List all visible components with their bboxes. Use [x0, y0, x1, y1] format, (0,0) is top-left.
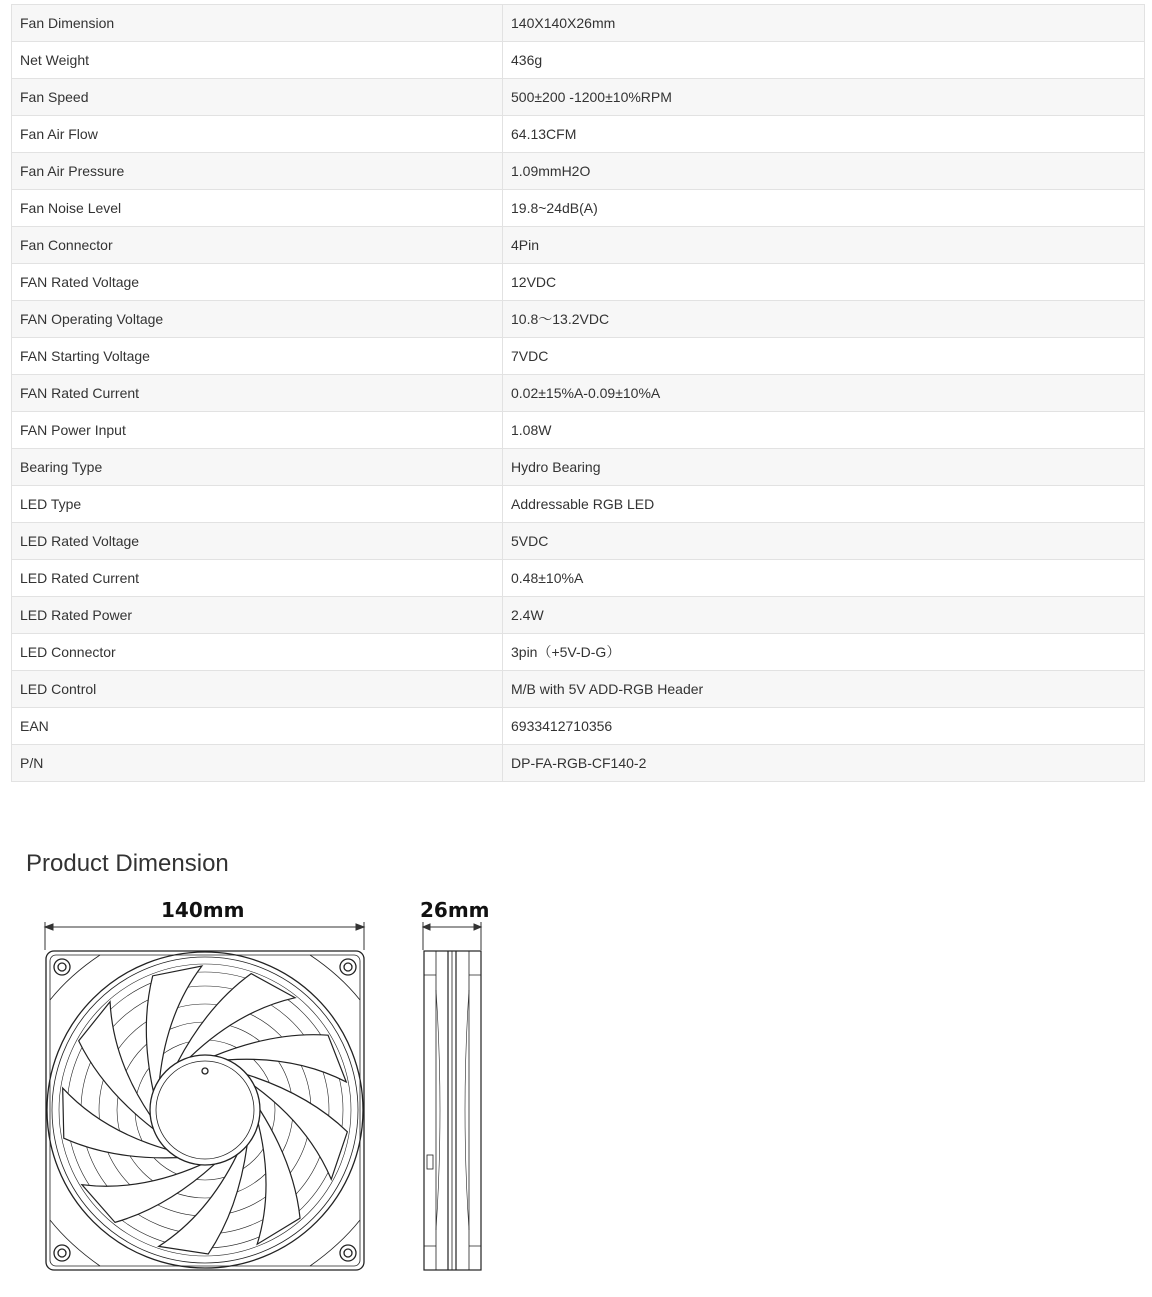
- spec-label: Fan Connector: [12, 227, 503, 264]
- spec-row: [12, 79, 1145, 116]
- spec-value: Addressable RGB LED: [503, 486, 1145, 523]
- spec-label: Fan Air Pressure: [12, 153, 503, 190]
- spec-value: 12VDC: [503, 264, 1145, 301]
- spec-row: [12, 190, 1145, 227]
- spec-value: 2.4W: [503, 597, 1145, 634]
- spec-row: [12, 42, 1145, 79]
- spec-value: 0.02±15%A-0.09±10%A: [503, 375, 1145, 412]
- spec-row: [12, 264, 1145, 301]
- spec-value: 436g: [503, 42, 1145, 79]
- spec-label: LED Type: [12, 486, 503, 523]
- spec-row: [12, 227, 1145, 264]
- spec-row: [12, 634, 1145, 671]
- spec-value: 64.13CFM: [503, 116, 1145, 153]
- spec-row: [12, 560, 1145, 597]
- spec-label: FAN Starting Voltage: [12, 338, 503, 375]
- spec-row: [12, 301, 1145, 338]
- spec-value: 10.8～13.2VDC: [503, 301, 1145, 338]
- spec-value: 0.48±10%A: [503, 560, 1145, 597]
- spec-label: Net Weight: [12, 42, 503, 79]
- section-title: Product Dimension: [26, 850, 229, 877]
- spec-value: 1.09mmH2O: [503, 153, 1145, 190]
- spec-row: [12, 486, 1145, 523]
- fan-side-view: [424, 951, 481, 1270]
- spec-value: 500±200 -1200±10%RPM: [503, 79, 1145, 116]
- spec-row: [12, 745, 1145, 782]
- spec-row: [12, 412, 1145, 449]
- spec-value: M/B with 5V ADD-RGB Header: [503, 671, 1145, 708]
- spec-value: 19.8~24dB(A): [503, 190, 1145, 227]
- spec-label: LED Connector: [12, 634, 503, 671]
- fan-dimension-drawing: [0, 900, 520, 1285]
- spec-row: [12, 375, 1145, 412]
- spec-label: P/N: [12, 745, 503, 782]
- spec-row: [12, 116, 1145, 153]
- spec-table: [11, 4, 1145, 782]
- spec-label: FAN Rated Current: [12, 375, 503, 412]
- spec-value: Hydro Bearing: [503, 449, 1145, 486]
- width-dimension-label: 140mm: [161, 898, 245, 922]
- spec-row: [12, 153, 1145, 190]
- mounting-hole-icon: [340, 1245, 356, 1261]
- spec-value: 3pin（+5V-D-G）: [503, 634, 1145, 671]
- mounting-hole-icon: [54, 1245, 70, 1261]
- spec-label: LED Rated Power: [12, 597, 503, 634]
- spec-label: Fan Air Flow: [12, 116, 503, 153]
- spec-label: FAN Operating Voltage: [12, 301, 503, 338]
- fan-blade: [79, 1002, 154, 1129]
- spec-value: 7VDC: [503, 338, 1145, 375]
- spec-label: Fan Dimension: [12, 5, 503, 42]
- mounting-hole-icon: [54, 959, 70, 975]
- spec-label: FAN Rated Voltage: [12, 264, 503, 301]
- spec-label: Fan Noise Level: [12, 190, 503, 227]
- spec-value: DP-FA-RGB-CF140-2: [503, 745, 1145, 782]
- spec-label: FAN Power Input: [12, 412, 503, 449]
- spec-label: LED Control: [12, 671, 503, 708]
- width-dimension-line: [45, 922, 364, 950]
- spec-label: LED Rated Voltage: [12, 523, 503, 560]
- spec-label: Fan Speed: [12, 79, 503, 116]
- fan-blade: [257, 1110, 300, 1244]
- mounting-hole-icon: [340, 959, 356, 975]
- depth-dimension-label: 26mm: [420, 898, 490, 922]
- spec-row: [12, 523, 1145, 560]
- depth-dimension-line: [423, 922, 481, 950]
- spec-row: [12, 5, 1145, 42]
- spec-row: [12, 671, 1145, 708]
- spec-value: 140X140X26mm: [503, 5, 1145, 42]
- spec-row: [12, 338, 1145, 375]
- spec-row: [12, 597, 1145, 634]
- spec-value: 1.08W: [503, 412, 1145, 449]
- fan-front-view: [46, 951, 364, 1270]
- spec-row: [12, 449, 1145, 486]
- spec-row: [12, 708, 1145, 745]
- spec-label: LED Rated Current: [12, 560, 503, 597]
- spec-label: Bearing Type: [12, 449, 503, 486]
- spec-value: 4Pin: [503, 227, 1145, 264]
- spec-value: 6933412710356: [503, 708, 1145, 745]
- spec-label: EAN: [12, 708, 503, 745]
- spec-value: 5VDC: [503, 523, 1145, 560]
